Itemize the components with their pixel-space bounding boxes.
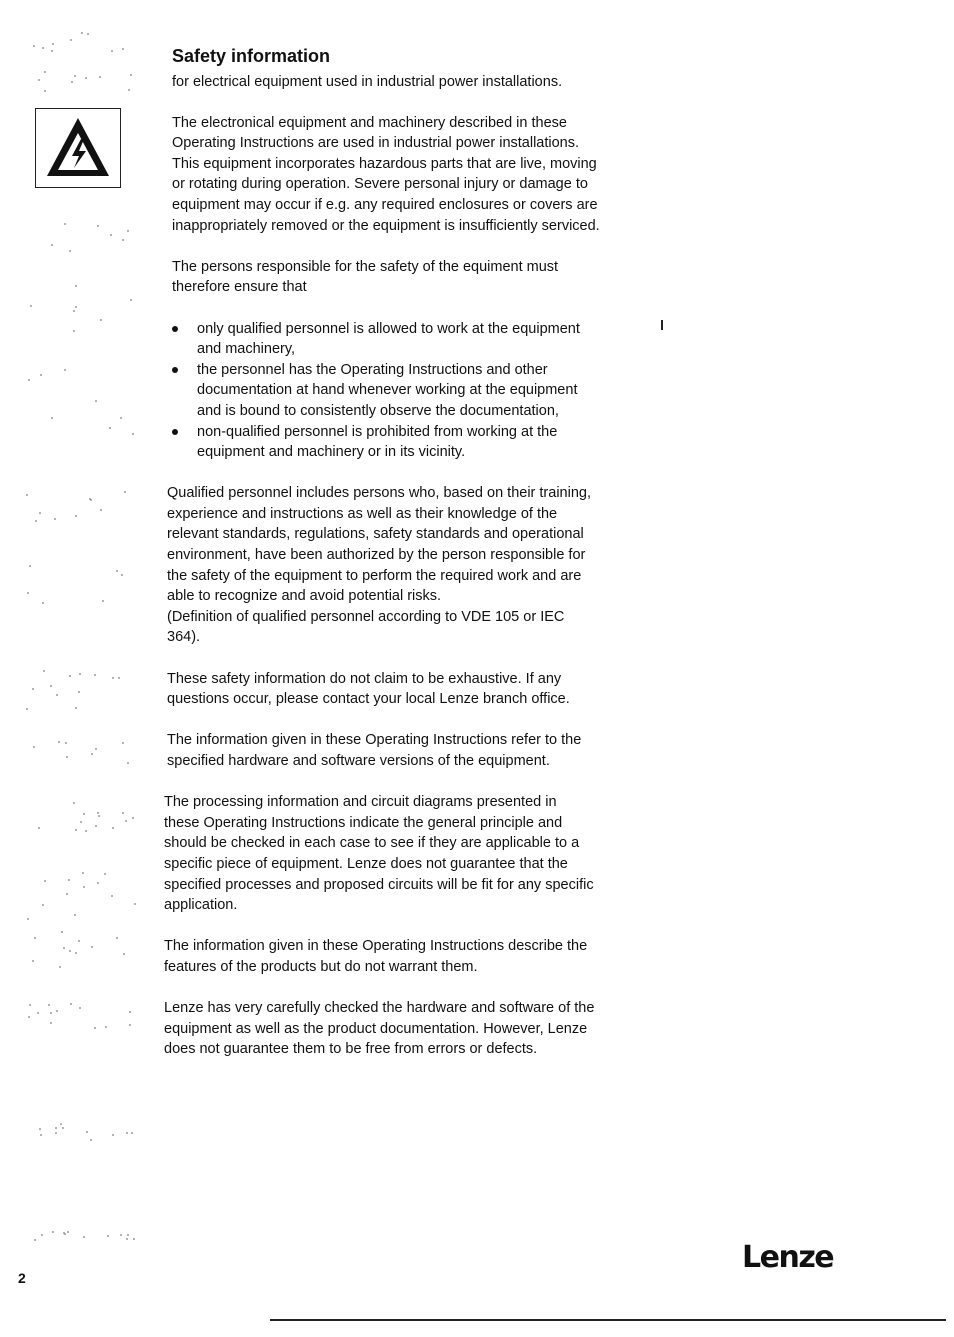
paragraph-disclaimer (164, 998, 664, 1060)
bullet-icon (172, 367, 178, 373)
main-content (164, 44, 664, 1060)
scan-speckle (110, 234, 112, 236)
scan-speckle (124, 491, 126, 493)
scan-speckle (74, 914, 76, 916)
scan-speckle (69, 250, 71, 252)
scan-speckle (122, 239, 124, 241)
scan-speckle (122, 48, 124, 50)
scan-speckle (75, 285, 77, 287)
scan-speckle (112, 1134, 114, 1136)
lenze-logo: Lenze (742, 1240, 834, 1275)
scan-speckle (129, 1011, 131, 1013)
scan-speckle (107, 1235, 109, 1237)
scan-speckle (50, 1012, 52, 1014)
scan-speckle (130, 299, 132, 301)
scan-speckle (111, 895, 113, 897)
scan-speckle (125, 820, 127, 822)
list-item (170, 360, 664, 422)
scan-speckle (64, 369, 66, 371)
paragraph-not-exhaustive (164, 669, 664, 710)
text-line: The processing information and circuit diagrams presented in (164, 794, 557, 811)
scan-speckle (95, 825, 97, 827)
page-subtitle: for electrical equipment used in industrial power installations. (172, 74, 563, 90)
scan-speckle (95, 400, 97, 402)
scan-speckle (71, 81, 73, 83)
text-line: documentation at hand whenever working at the equipment (197, 382, 578, 399)
scan-speckle (42, 904, 44, 906)
scan-speckle (50, 1022, 52, 1024)
scan-speckle (34, 1239, 36, 1241)
text-line: Qualified personnel includes persons who, based on their training, (167, 485, 591, 502)
scan-speckle (74, 75, 76, 77)
scan-speckle (73, 310, 75, 312)
scan-speckle (38, 79, 40, 81)
scan-speckle (78, 691, 80, 693)
scan-speckle (79, 673, 81, 675)
scan-speckle (39, 1128, 41, 1130)
scan-speckle (56, 694, 58, 696)
text-line: equipment as well as the product documentation. However, Lenze (164, 1020, 588, 1037)
scan-speckle (27, 592, 29, 594)
scan-speckle (83, 813, 85, 815)
scan-speckle (75, 707, 77, 709)
text-line: relevant standards, regulations, safety standards and operational (167, 526, 584, 543)
scan-speckle (44, 71, 46, 73)
scan-speckle (97, 812, 99, 814)
paragraph-processing (164, 792, 664, 916)
scan-speckle (91, 753, 93, 755)
scan-speckle (38, 827, 40, 829)
text-line: non-qualified personnel is prohibited from working at the (197, 423, 558, 440)
scan-speckle (33, 746, 35, 748)
scan-speckle (50, 685, 52, 687)
scan-speckle (52, 1231, 54, 1233)
scan-speckle (62, 1127, 64, 1129)
scan-speckle (81, 32, 83, 34)
text-line: specified hardware and software versions of the equipment. (167, 753, 550, 769)
scan-speckle (82, 872, 84, 874)
scan-speckle (60, 1123, 62, 1125)
scan-speckle (116, 570, 118, 572)
text-line: should be checked in each case to see if they are applicable to a (164, 835, 580, 852)
scan-speckle (43, 670, 45, 672)
text-line: the safety of the equipment to perform the required work and are (167, 567, 582, 584)
scan-speckle (129, 1024, 131, 1026)
scan-speckle (39, 512, 41, 514)
scan-speckle (40, 374, 42, 376)
scan-speckle (122, 812, 124, 814)
scan-speckle (120, 1234, 122, 1236)
scan-speckle (83, 886, 85, 888)
bullet-icon (172, 326, 178, 332)
scan-speckle (127, 1234, 129, 1236)
text-line: specified processes and proposed circuits will be fit for any specific (164, 876, 594, 893)
scan-speckle (28, 1016, 30, 1018)
text-line: these Operating Instructions indicate the general principle and (164, 814, 563, 831)
scan-speckle (133, 1238, 135, 1240)
scan-speckle (29, 565, 31, 567)
scan-speckle (26, 494, 28, 496)
text-line: features of the products but do not warrant them. (164, 958, 478, 975)
scan-speckle (42, 47, 44, 49)
scan-speckle (56, 1010, 58, 1012)
scan-speckle (55, 1127, 57, 1129)
scan-speckle (54, 518, 56, 520)
text-line: or rotating during operation. Severe personal injury or damage to (172, 176, 588, 193)
scan-speckle (37, 1012, 39, 1014)
scan-speckle (134, 903, 136, 905)
scan-speckle (85, 830, 87, 832)
text-line: The information given in these Operating Instructions refer to the (167, 732, 582, 749)
text-line: and is bound to consistently observe the documentation, (197, 402, 559, 419)
scan-speckle (66, 893, 68, 895)
scan-speckle (67, 1231, 69, 1233)
scan-speckle (44, 880, 46, 882)
text-line: 364). (167, 629, 201, 646)
scan-speckle (79, 1007, 81, 1009)
scan-speckle (41, 1234, 43, 1236)
paragraph-qualified-personnel (164, 483, 664, 648)
scan-speckle (68, 879, 70, 881)
scan-speckle (109, 427, 111, 429)
scan-speckle (69, 675, 71, 677)
text-line: and machinery, (197, 341, 296, 358)
scan-speckle (132, 817, 134, 819)
bullet-icon (172, 429, 178, 435)
scan-speckle (75, 515, 77, 517)
text-line: specific piece of equipment. Lenze does not guarantee that the (164, 855, 568, 872)
scan-speckle (26, 708, 28, 710)
text-line: Operating Instructions are used in industrial power installations. (172, 135, 580, 152)
scan-speckle (30, 305, 32, 307)
scan-speckle (102, 600, 104, 602)
scan-speckle (59, 966, 61, 968)
scan-speckle (94, 674, 96, 676)
scan-speckle (32, 960, 34, 962)
scan-speckle (51, 244, 53, 246)
scan-speckle (112, 827, 114, 829)
paragraph-responsibility (164, 257, 664, 298)
scan-speckle (127, 762, 129, 764)
scan-speckle (75, 306, 77, 308)
scan-speckle (61, 931, 63, 933)
scan-speckle (105, 1026, 107, 1028)
scan-speckle (51, 417, 53, 419)
scan-speckle (97, 882, 99, 884)
scan-speckle (52, 43, 54, 45)
scan-speckle (42, 602, 44, 604)
paragraph-intro (164, 113, 664, 237)
scan-speckle (90, 499, 92, 501)
scan-speckle (91, 946, 93, 948)
scan-speckle (33, 45, 35, 47)
text-line: The information given in these Operating Instructions describe the (164, 938, 588, 955)
scan-speckle (94, 1027, 96, 1029)
scan-speckle (66, 756, 68, 758)
scan-speckle (48, 1004, 50, 1006)
scan-speckle (69, 950, 71, 952)
scan-speckle (120, 417, 122, 419)
footer-divider (270, 1319, 946, 1321)
scan-speckle (87, 33, 89, 35)
scan-speckle (55, 1132, 57, 1134)
list-item (170, 319, 664, 360)
scan-speckle (131, 1132, 133, 1134)
paragraph-features (164, 936, 664, 977)
text-line: able to recognize and avoid potential risks. (167, 588, 442, 605)
scan-speckle (98, 815, 100, 817)
scan-speckle (99, 76, 101, 78)
bullet-list (164, 319, 664, 463)
scan-speckle (70, 39, 72, 41)
scan-speckle (111, 50, 113, 52)
scan-speckle (29, 1004, 31, 1006)
scan-speckle (112, 677, 114, 679)
scan-speckle (127, 230, 129, 232)
scan-speckle (132, 433, 134, 435)
text-line: questions occur, please contact your local Lenze branch office. (167, 691, 570, 708)
scan-speckle (73, 802, 75, 804)
scan-speckle (58, 741, 60, 743)
scan-speckle (51, 50, 53, 52)
scan-speckle (128, 89, 130, 91)
text-line: therefore ensure that (172, 279, 307, 296)
scan-speckle (104, 873, 106, 875)
margin-mark (661, 320, 663, 330)
scan-speckle (100, 509, 102, 511)
scan-speckle (90, 1139, 92, 1141)
scan-speckle (28, 379, 30, 381)
list-item (170, 422, 664, 463)
scan-speckle (78, 940, 80, 942)
scan-speckle (126, 1132, 128, 1134)
scan-speckle (116, 937, 118, 939)
scan-speckle (123, 953, 125, 955)
scan-speckle (121, 574, 123, 576)
scan-speckle (130, 74, 132, 76)
scan-speckle (70, 1003, 72, 1005)
scan-speckle (122, 742, 124, 744)
scan-speckle (44, 90, 46, 92)
text-line: equipment may occur if e.g. any required enclosures or covers are (172, 196, 598, 213)
scan-speckle (80, 821, 82, 823)
text-line: the personnel has the Operating Instructions and other (197, 361, 548, 378)
high-voltage-warning-icon (35, 108, 121, 188)
scan-speckle (35, 520, 37, 522)
scan-speckle (73, 330, 75, 332)
scan-speckle (86, 1131, 88, 1133)
scan-speckle (27, 918, 29, 920)
scan-speckle (126, 1238, 128, 1240)
scan-speckle (95, 748, 97, 750)
scan-speckle (63, 947, 65, 949)
scan-speckle (118, 677, 120, 679)
scan-speckle (65, 742, 67, 744)
paragraph-versions (164, 730, 664, 771)
scan-speckle (64, 223, 66, 225)
scan-speckle (85, 77, 87, 79)
text-line: application. (164, 897, 238, 914)
text-line: inappropriately removed or the equipment is insufficiently serviced. (172, 217, 600, 234)
text-line: These safety information do not claim to be exhaustive. If any (167, 670, 562, 687)
text-line: equipment and machinery or in its vicinity. (197, 444, 466, 461)
scan-speckle (32, 688, 34, 690)
text-line: The electronical equipment and machinery described in these (172, 114, 567, 131)
scan-speckle (100, 319, 102, 321)
page-number: 2 (18, 1270, 26, 1286)
scan-speckle (97, 225, 99, 227)
scan-speckle (75, 829, 77, 831)
text-line: experience and instructions as well as their knowledge of the (167, 505, 558, 522)
scan-speckle (75, 952, 77, 954)
scan-speckle (64, 1233, 66, 1235)
text-line: (Definition of qualified personnel according to VDE 105 or IEC (167, 608, 565, 625)
text-line: Lenze has very carefully checked the hardware and software of the (164, 1000, 595, 1017)
scan-speckle (83, 1236, 85, 1238)
text-line: environment, have been authorized by the person responsible for (167, 547, 586, 564)
scan-speckle (34, 937, 36, 939)
text-line: only qualified personnel is allowed to work at the equipment (197, 320, 580, 337)
text-line: The persons responsible for the safety of the equiment must (172, 258, 559, 275)
text-line: This equipment incorporates hazardous parts that are live, moving (172, 155, 597, 172)
page-title: Safety information (172, 46, 331, 66)
scan-speckle (40, 1134, 42, 1136)
text-line: does not guarantee them to be free from errors or defects. (164, 1041, 538, 1058)
